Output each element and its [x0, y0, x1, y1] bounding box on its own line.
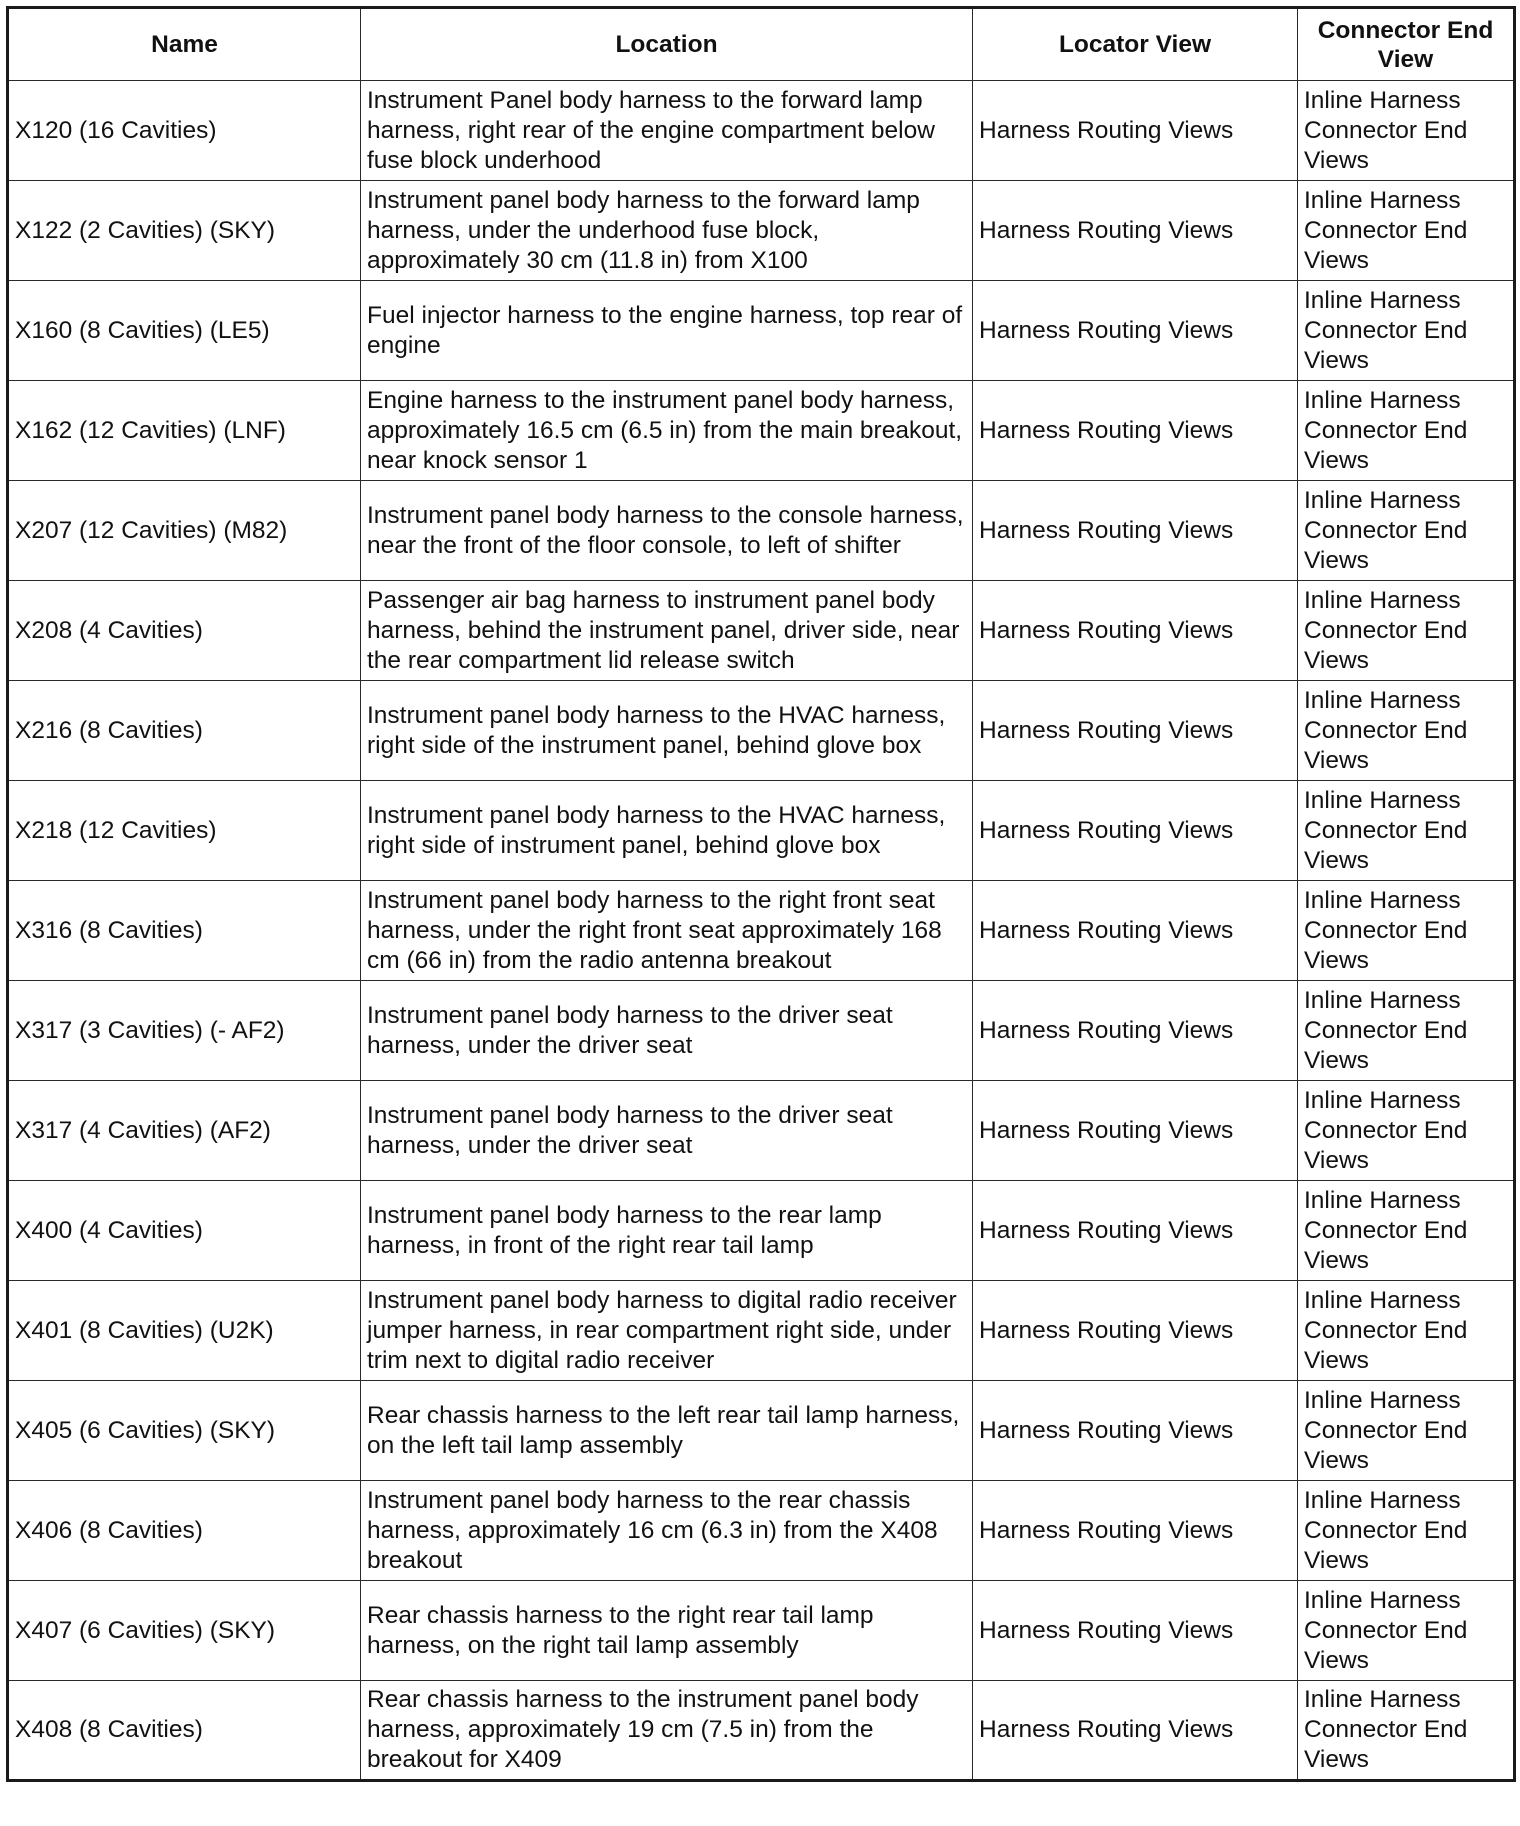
table-row	[8, 181, 1515, 281]
cell-connector-end-view: Inline Harness Connector End Views	[1298, 481, 1515, 581]
cell-location: Instrument panel body harness to the HVAC harness, right side of the instrument panel, behind glove box	[361, 681, 973, 781]
header-row	[8, 8, 1515, 81]
cell-name: X120 (16 Cavities)	[8, 81, 361, 181]
cell-locator-view: Harness Routing Views	[973, 181, 1298, 281]
cell-name: X207 (12 Cavities) (M82)	[8, 481, 361, 581]
cell-name: X122 (2 Cavities) (SKY)	[8, 181, 361, 281]
cell-location: Instrument panel body harness to the HVAC harness, right side of instrument panel, behind glove box	[361, 781, 973, 881]
table-row	[8, 1381, 1515, 1481]
cell-location: Rear chassis harness to the right rear tail lamp harness, on the right tail lamp assembly	[361, 1581, 973, 1681]
cell-location: Rear chassis harness to the left rear tail lamp harness, on the left tail lamp assembly	[361, 1381, 973, 1481]
cell-connector-end-view: Inline Harness Connector End Views	[1298, 1281, 1515, 1381]
cell-name: X400 (4 Cavities)	[8, 1181, 361, 1281]
header-connector-end-view: Connector End View	[1298, 8, 1515, 81]
cell-connector-end-view: Inline Harness Connector End Views	[1298, 1081, 1515, 1181]
cell-connector-end-view: Inline Harness Connector End Views	[1298, 381, 1515, 481]
cell-location: Instrument panel body harness to the forward lamp harness, under the underhood fuse block, approximately 30 cm (11.8 in) from X100	[361, 181, 973, 281]
cell-location: Instrument panel body harness to the driver seat harness, under the driver seat	[361, 1081, 973, 1181]
header-name: Name	[8, 8, 361, 81]
cell-locator-view: Harness Routing Views	[973, 1481, 1298, 1581]
table-row	[8, 681, 1515, 781]
cell-name: X408 (8 Cavities)	[8, 1681, 361, 1781]
table-row	[8, 881, 1515, 981]
cell-name: X218 (12 Cavities)	[8, 781, 361, 881]
cell-connector-end-view: Inline Harness Connector End Views	[1298, 1681, 1515, 1781]
table-header	[8, 8, 1515, 81]
cell-locator-view: Harness Routing Views	[973, 681, 1298, 781]
table-row	[8, 1181, 1515, 1281]
cell-connector-end-view: Inline Harness Connector End Views	[1298, 681, 1515, 781]
cell-locator-view: Harness Routing Views	[973, 481, 1298, 581]
table-row	[8, 1681, 1515, 1781]
cell-connector-end-view: Inline Harness Connector End Views	[1298, 181, 1515, 281]
cell-locator-view: Harness Routing Views	[973, 81, 1298, 181]
cell-connector-end-view: Inline Harness Connector End Views	[1298, 1481, 1515, 1581]
table-row	[8, 1281, 1515, 1381]
cell-location: Instrument panel body harness to the rear lamp harness, in front of the right rear tail lamp	[361, 1181, 973, 1281]
cell-connector-end-view: Inline Harness Connector End Views	[1298, 281, 1515, 381]
cell-name: X407 (6 Cavities) (SKY)	[8, 1581, 361, 1681]
cell-location: Rear chassis harness to the instrument panel body harness, approximately 19 cm (7.5 in) from the breakout for X409	[361, 1681, 973, 1781]
cell-name: X160 (8 Cavities) (LE5)	[8, 281, 361, 381]
table-row	[8, 281, 1515, 381]
table-row	[8, 1581, 1515, 1681]
cell-locator-view: Harness Routing Views	[973, 1081, 1298, 1181]
cell-location: Fuel injector harness to the engine harness, top rear of engine	[361, 281, 973, 381]
cell-location: Engine harness to the instrument panel body harness, approximately 16.5 cm (6.5 in) from the main breakout, near knock sensor 1	[361, 381, 973, 481]
cell-connector-end-view: Inline Harness Connector End Views	[1298, 581, 1515, 681]
cell-connector-end-view: Inline Harness Connector End Views	[1298, 1181, 1515, 1281]
table-row	[8, 1481, 1515, 1581]
cell-name: X317 (3 Cavities) (- AF2)	[8, 981, 361, 1081]
connector-table	[6, 6, 1516, 1782]
table-row	[8, 481, 1515, 581]
header-locator-view: Locator View	[973, 8, 1298, 81]
cell-locator-view: Harness Routing Views	[973, 281, 1298, 381]
table-row	[8, 1081, 1515, 1181]
table-row	[8, 981, 1515, 1081]
table-row	[8, 81, 1515, 181]
cell-locator-view: Harness Routing Views	[973, 1181, 1298, 1281]
cell-connector-end-view: Inline Harness Connector End Views	[1298, 881, 1515, 981]
cell-connector-end-view: Inline Harness Connector End Views	[1298, 981, 1515, 1081]
table-row	[8, 781, 1515, 881]
table-body	[8, 81, 1515, 1781]
cell-connector-end-view: Inline Harness Connector End Views	[1298, 1581, 1515, 1681]
cell-name: X406 (8 Cavities)	[8, 1481, 361, 1581]
cell-location: Passenger air bag harness to instrument panel body harness, behind the instrument panel, driver side, near the rear compartment lid release switch	[361, 581, 973, 681]
cell-locator-view: Harness Routing Views	[973, 1581, 1298, 1681]
cell-locator-view: Harness Routing Views	[973, 581, 1298, 681]
cell-location: Instrument panel body harness to the console harness, near the front of the floor console, to left of shifter	[361, 481, 973, 581]
cell-name: X317 (4 Cavities) (AF2)	[8, 1081, 361, 1181]
cell-connector-end-view: Inline Harness Connector End Views	[1298, 1381, 1515, 1481]
table-row	[8, 581, 1515, 681]
cell-name: X405 (6 Cavities) (SKY)	[8, 1381, 361, 1481]
cell-name: X208 (4 Cavities)	[8, 581, 361, 681]
cell-location: Instrument panel body harness to the driver seat harness, under the driver seat	[361, 981, 973, 1081]
table-row	[8, 381, 1515, 481]
cell-locator-view: Harness Routing Views	[973, 1281, 1298, 1381]
cell-connector-end-view: Inline Harness Connector End Views	[1298, 781, 1515, 881]
cell-location: Instrument panel body harness to the rear chassis harness, approximately 16 cm (6.3 in) from the X408 breakout	[361, 1481, 973, 1581]
cell-location: Instrument Panel body harness to the forward lamp harness, right rear of the engine compartment below fuse block underhood	[361, 81, 973, 181]
cell-name: X316 (8 Cavities)	[8, 881, 361, 981]
cell-location: Instrument panel body harness to the right front seat harness, under the right front seat approximately 168 cm (66 in) from the radio antenna breakout	[361, 881, 973, 981]
header-location: Location	[361, 8, 973, 81]
cell-locator-view: Harness Routing Views	[973, 1381, 1298, 1481]
cell-locator-view: Harness Routing Views	[973, 881, 1298, 981]
cell-name: X162 (12 Cavities) (LNF)	[8, 381, 361, 481]
cell-locator-view: Harness Routing Views	[973, 381, 1298, 481]
cell-locator-view: Harness Routing Views	[973, 781, 1298, 881]
cell-location: Instrument panel body harness to digital radio receiver jumper harness, in rear compartment right side, under trim next to digital radio receiver	[361, 1281, 973, 1381]
cell-locator-view: Harness Routing Views	[973, 1681, 1298, 1781]
cell-name: X401 (8 Cavities) (U2K)	[8, 1281, 361, 1381]
cell-name: X216 (8 Cavities)	[8, 681, 361, 781]
cell-locator-view: Harness Routing Views	[973, 981, 1298, 1081]
cell-connector-end-view: Inline Harness Connector End Views	[1298, 81, 1515, 181]
